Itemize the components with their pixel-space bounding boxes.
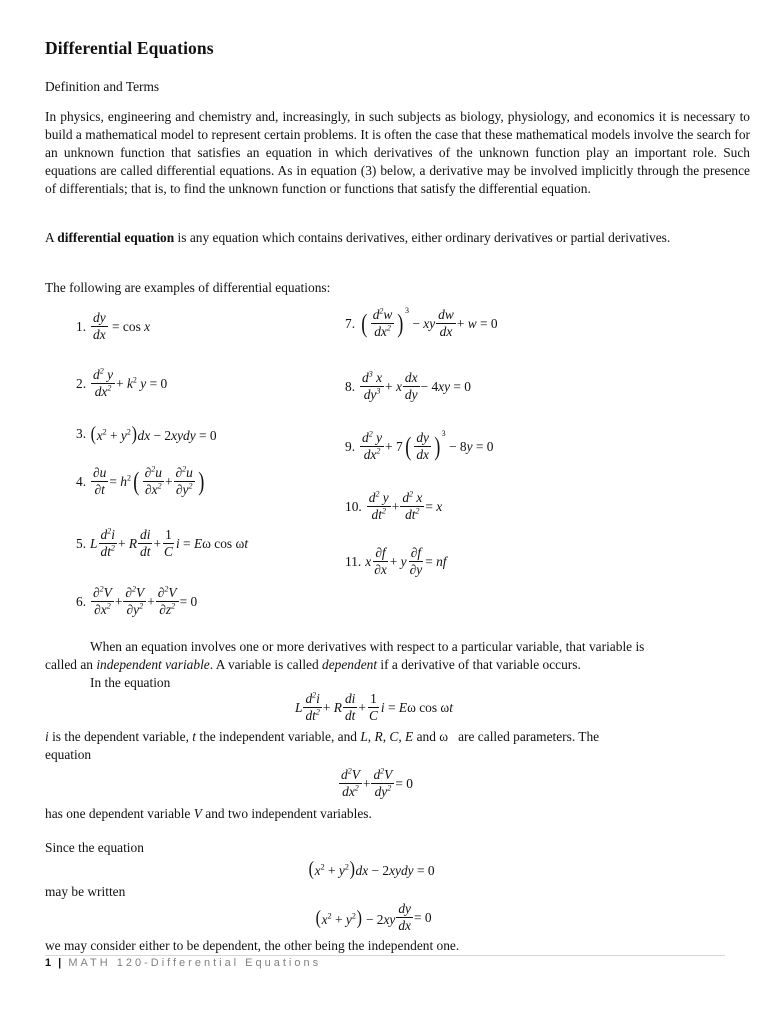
eq-number: 8. (345, 378, 356, 394)
eq-number: 10. (345, 498, 362, 514)
eq-number: 9. (345, 438, 356, 454)
page-footer (45, 955, 725, 969)
eq-number: 7. (345, 315, 356, 331)
equation-laplace-2d: $\frac{d^2V}{dx^2}$ + $\frac{d^2V}{dy^2}$ = 0 (341, 766, 413, 800)
definition-pre: A (45, 230, 58, 245)
equation-2: 2. $\frac{d^2 y}{dx^2}$ + $k^2$ y = 0 (76, 366, 168, 400)
equation-3-restated: $(x^2 + y^2)dx$ − 2xydy = 0 (308, 858, 435, 880)
equation-10: 10. $\frac{d^2 y}{dt^2}$ + $\frac{d^2 x}{dt^2}$ = x (345, 489, 443, 523)
page-title: Differential Equations (45, 38, 214, 58)
eq-number: 6. (76, 593, 87, 609)
definition-paragraph (45, 229, 750, 247)
equation-1: 1. $\frac{dy}{dx}$ = cos x (76, 310, 151, 343)
course-name: MATH 120-Differential Equations (68, 957, 322, 969)
equation-5: 5. L $\frac{d^2i}{dt^2}$ + R $\frac{di}{dt}$ + $\frac{1}{C}$ i = Eω cos ωt (76, 526, 249, 560)
equation-8: 8. $\frac{d^3 x}{dy^3}$ + x $\frac{dx}{dy}$ − 4xy = 0 (345, 369, 471, 403)
examples-lead: The following are examples of differential equations: (45, 280, 331, 295)
eq-number: 1. (76, 318, 87, 334)
dependent-line-2-post: if a derivative of that variable occurs. (377, 657, 581, 672)
params-a: is the dependent variable, (48, 729, 193, 744)
intro-paragraph: In physics, engineering and chemistry and, increasingly, in such subjects as biology, physiology, and economics it is necessary to build a mathematical model to represent certain problems. It is often the case that these mathematical models involve the search for an unknown function that satisfies an equation in which derivatives of the unknown function play an important role. Such equations are called differential equations. As in equation (3) below, a derivative may be involved implicitly through the presence of differentials; that is, to find the unknown function or functions that satisfy the differential equation. (45, 109, 750, 196)
eq-number: 3. (76, 426, 87, 442)
equation-4: 4. $\frac{\partial u}{\partial t}$ = $h^2$ ( $\frac{\partial^2u}{\partial x^2}$ + $\frac{\partial^2u}{\partial y^2}$ ) (76, 464, 205, 498)
dependent-line-2-mid: . A variable is called (209, 657, 323, 672)
parameters-paragraph: i is the dependent variable, t the independent variable, and L, R, C, E and ω are called parameters. The equation (45, 729, 600, 762)
eq-number: 4. (76, 473, 87, 489)
consider-line: we may consider either to be dependent, the other being the independent one. (45, 938, 460, 953)
eq-number: 5. (76, 535, 87, 551)
equation-3-rewritten: $(x^2 + y^2) - 2xy$ $\frac{dy}{dx}$ = 0 (315, 901, 432, 934)
params-d: equation (45, 747, 92, 762)
section-subtitle: Definition and Terms (45, 79, 160, 94)
definition-term: differential equation (57, 230, 175, 245)
equation-3: 3. $(x^2 + y^2)dx$ − 2xydy = 0 (76, 423, 217, 445)
equation-9: 9. $\frac{d^2 y}{dx^2}$ + 7 ( $\frac{dy}{dx}$ ) 3 − 8y = 0 (345, 428, 494, 463)
eq-number: 11. (345, 553, 362, 569)
params-b: the independent variable, and (196, 729, 361, 744)
equation-rlc-centered: L $\frac{d^2i}{dt^2}$ + R $\frac{di}{dt}$ + $\frac{1}{C}$ i = Eω cos ωt (295, 690, 453, 724)
one-dep-pre: has one dependent variable (45, 806, 194, 821)
since-line: Since the equation (45, 840, 144, 855)
footer-separator: | (53, 957, 69, 969)
definition-post: is any equation which contains derivatives, either ordinary derivatives or partial derivatives. (174, 230, 671, 245)
page-number: 1 (45, 957, 54, 969)
eq-number: 2. (76, 375, 87, 391)
dependent-term: dependent (322, 657, 378, 672)
independent-variable-term: independent variable (96, 657, 210, 672)
equation-11: 11. x $\frac{\partial f}{\partial x}$ + y $\frac{\partial f}{\partial y}$ = nf (345, 545, 447, 578)
equation-6: 6. $\frac{\partial^2V}{\partial x^2}$ + $\frac{\partial^2V}{\partial y^2}$ + $\frac{\partial^2V}{\partial z^2}$ = 0 (76, 584, 198, 618)
dependent-line-2-pre: called an (45, 657, 97, 672)
may-be-written-line: may be written (45, 884, 126, 899)
params-c: are called parameters. The (454, 729, 600, 744)
one-dependent-sentence: has one dependent variable V and two independent variables. (45, 806, 372, 821)
dependent-paragraph (45, 638, 750, 692)
dependent-line-1: When an equation involves one or more derivatives with respect to a particular variable, that variable is (90, 639, 645, 654)
equation-7: 7. ( $\frac{d^2w}{dx^2}$ ) 3 − xy $\frac{dw}{dx}$ + w = 0 (345, 305, 498, 340)
document-page (45, 0, 750, 1024)
in-the-equation: In the equation (90, 675, 171, 690)
one-dep-post: and two independent variables. (201, 806, 372, 821)
